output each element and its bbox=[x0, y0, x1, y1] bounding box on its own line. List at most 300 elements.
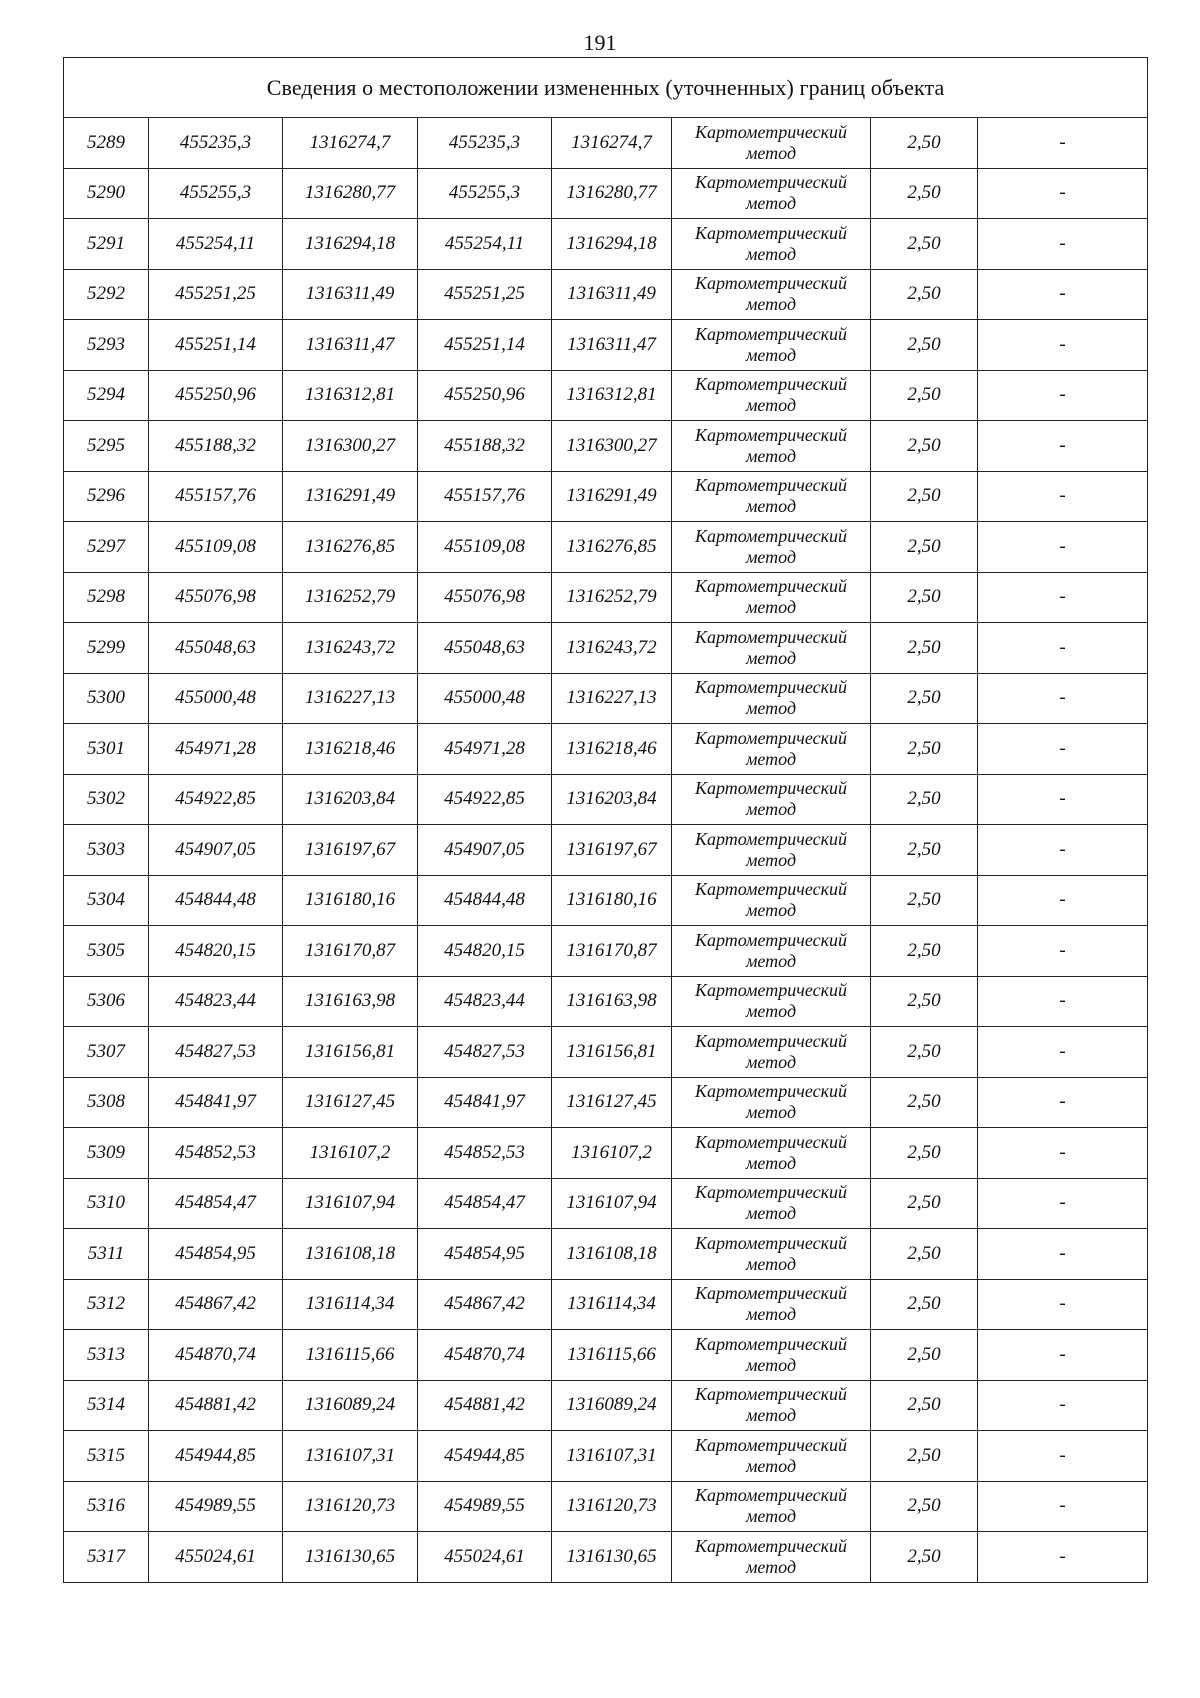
precision-cell: 2,50 bbox=[871, 1431, 978, 1482]
point-number-cell: 5305 bbox=[64, 926, 149, 977]
point-number-cell: 5306 bbox=[64, 976, 149, 1027]
y-new-cell: 1316107,2 bbox=[552, 1128, 672, 1179]
table-row bbox=[64, 219, 1148, 270]
y-new-cell: 1316294,18 bbox=[552, 219, 672, 270]
method-line-2: метод bbox=[745, 1102, 797, 1123]
method-cell bbox=[672, 1330, 871, 1381]
table-row bbox=[64, 1077, 1148, 1128]
y-old-cell: 1316252,79 bbox=[283, 572, 418, 623]
precision-cell: 2,50 bbox=[871, 421, 978, 472]
x-new-cell: 455157,76 bbox=[418, 471, 552, 522]
note-cell: - bbox=[978, 572, 1148, 623]
y-new-cell: 1316218,46 bbox=[552, 724, 672, 775]
method-cell bbox=[672, 875, 871, 926]
precision-cell: 2,50 bbox=[871, 1178, 978, 1229]
x-old-cell: 454841,97 bbox=[149, 1077, 283, 1128]
x-old-cell: 455048,63 bbox=[149, 623, 283, 674]
precision-cell: 2,50 bbox=[871, 1077, 978, 1128]
note-cell: - bbox=[978, 1178, 1148, 1229]
x-new-cell: 455250,96 bbox=[418, 370, 552, 421]
table-row bbox=[64, 1380, 1148, 1431]
precision-cell: 2,50 bbox=[871, 976, 978, 1027]
note-cell: - bbox=[978, 1431, 1148, 1482]
x-old-cell: 455235,3 bbox=[149, 118, 283, 169]
x-old-cell: 454881,42 bbox=[149, 1380, 283, 1431]
precision-cell: 2,50 bbox=[871, 168, 978, 219]
method-line-2: метод bbox=[745, 1051, 797, 1072]
y-new-cell: 1316300,27 bbox=[552, 421, 672, 472]
precision-cell: 2,50 bbox=[871, 219, 978, 270]
x-old-cell: 455251,14 bbox=[149, 320, 283, 371]
method-line-1: Картометрический bbox=[694, 626, 847, 647]
method-line-2: метод bbox=[745, 1506, 797, 1527]
point-number-cell: 5315 bbox=[64, 1431, 149, 1482]
method-line-1: Картометрический bbox=[694, 1081, 847, 1102]
precision-cell: 2,50 bbox=[871, 774, 978, 825]
note-cell: - bbox=[978, 1380, 1148, 1431]
x-new-cell: 454989,55 bbox=[418, 1481, 552, 1532]
x-old-cell: 454854,47 bbox=[149, 1178, 283, 1229]
method-line-2: метод bbox=[745, 243, 797, 264]
x-new-cell: 454854,47 bbox=[418, 1178, 552, 1229]
precision-cell: 2,50 bbox=[871, 1027, 978, 1078]
note-cell: - bbox=[978, 976, 1148, 1027]
x-old-cell: 454852,53 bbox=[149, 1128, 283, 1179]
method-line-1: Картометрический bbox=[694, 1535, 847, 1556]
method-cell bbox=[672, 926, 871, 977]
y-old-cell: 1316218,46 bbox=[283, 724, 418, 775]
x-old-cell: 454922,85 bbox=[149, 774, 283, 825]
y-new-cell: 1316252,79 bbox=[552, 572, 672, 623]
method-line-2: метод bbox=[745, 1304, 797, 1325]
method-cell bbox=[672, 724, 871, 775]
method-line-2: метод bbox=[745, 597, 797, 618]
table-row bbox=[64, 168, 1148, 219]
note-cell: - bbox=[978, 673, 1148, 724]
method-cell bbox=[672, 1532, 871, 1583]
point-number-cell: 5300 bbox=[64, 673, 149, 724]
table-row bbox=[64, 926, 1148, 977]
point-number-cell: 5299 bbox=[64, 623, 149, 674]
point-number-cell: 5293 bbox=[64, 320, 149, 371]
method-cell bbox=[672, 118, 871, 169]
x-new-cell: 455024,61 bbox=[418, 1532, 552, 1583]
x-old-cell: 455188,32 bbox=[149, 421, 283, 472]
y-old-cell: 1316170,87 bbox=[283, 926, 418, 977]
boundary-coordinates-table bbox=[63, 57, 1148, 1583]
point-number-cell: 5312 bbox=[64, 1279, 149, 1330]
y-new-cell: 1316180,16 bbox=[552, 875, 672, 926]
table-row bbox=[64, 269, 1148, 320]
y-old-cell: 1316203,84 bbox=[283, 774, 418, 825]
point-number-cell: 5313 bbox=[64, 1330, 149, 1381]
method-cell bbox=[672, 1229, 871, 1280]
table-row bbox=[64, 522, 1148, 573]
point-number-cell: 5310 bbox=[64, 1178, 149, 1229]
point-number-cell: 5290 bbox=[64, 168, 149, 219]
y-old-cell: 1316227,13 bbox=[283, 673, 418, 724]
x-new-cell: 454823,44 bbox=[418, 976, 552, 1027]
method-line-2: метод bbox=[745, 546, 797, 567]
point-number-cell: 5298 bbox=[64, 572, 149, 623]
note-cell: - bbox=[978, 926, 1148, 977]
method-line-2: метод bbox=[745, 1556, 797, 1577]
y-new-cell: 1316163,98 bbox=[552, 976, 672, 1027]
note-cell: - bbox=[978, 1532, 1148, 1583]
x-old-cell: 455251,25 bbox=[149, 269, 283, 320]
x-old-cell: 454827,53 bbox=[149, 1027, 283, 1078]
method-line-1: Картометрический bbox=[694, 1131, 847, 1152]
note-cell: - bbox=[978, 471, 1148, 522]
y-new-cell: 1316115,66 bbox=[552, 1330, 672, 1381]
method-line-1: Картометрический bbox=[694, 1384, 847, 1405]
x-new-cell: 454854,95 bbox=[418, 1229, 552, 1280]
y-new-cell: 1316197,67 bbox=[552, 825, 672, 876]
x-new-cell: 454867,42 bbox=[418, 1279, 552, 1330]
table-row bbox=[64, 471, 1148, 522]
method-line-2: метод bbox=[745, 799, 797, 820]
y-old-cell: 1316294,18 bbox=[283, 219, 418, 270]
point-number-cell: 5307 bbox=[64, 1027, 149, 1078]
x-old-cell: 454944,85 bbox=[149, 1431, 283, 1482]
method-line-2: метод bbox=[745, 1455, 797, 1476]
method-line-1: Картометрический bbox=[694, 273, 847, 294]
precision-cell: 2,50 bbox=[871, 370, 978, 421]
table-row bbox=[64, 1229, 1148, 1280]
x-old-cell: 455157,76 bbox=[149, 471, 283, 522]
point-number-cell: 5289 bbox=[64, 118, 149, 169]
method-line-1: Картометрический bbox=[694, 475, 847, 496]
note-cell: - bbox=[978, 1027, 1148, 1078]
method-cell bbox=[672, 1481, 871, 1532]
y-old-cell: 1316280,77 bbox=[283, 168, 418, 219]
table-row bbox=[64, 572, 1148, 623]
x-old-cell: 454823,44 bbox=[149, 976, 283, 1027]
y-new-cell: 1316170,87 bbox=[552, 926, 672, 977]
note-cell: - bbox=[978, 623, 1148, 674]
y-new-cell: 1316280,77 bbox=[552, 168, 672, 219]
note-cell: - bbox=[978, 875, 1148, 926]
note-cell: - bbox=[978, 219, 1148, 270]
x-new-cell: 454820,15 bbox=[418, 926, 552, 977]
method-line-1: Картометрический bbox=[694, 980, 847, 1001]
note-cell: - bbox=[978, 1077, 1148, 1128]
method-cell bbox=[672, 774, 871, 825]
method-line-2: метод bbox=[745, 496, 797, 517]
note-cell: - bbox=[978, 269, 1148, 320]
y-new-cell: 1316276,85 bbox=[552, 522, 672, 573]
method-line-2: метод bbox=[745, 142, 797, 163]
x-old-cell: 454907,05 bbox=[149, 825, 283, 876]
x-old-cell: 454870,74 bbox=[149, 1330, 283, 1381]
x-new-cell: 455000,48 bbox=[418, 673, 552, 724]
point-number-cell: 5314 bbox=[64, 1380, 149, 1431]
point-number-cell: 5309 bbox=[64, 1128, 149, 1179]
y-old-cell: 1316311,49 bbox=[283, 269, 418, 320]
precision-cell: 2,50 bbox=[871, 724, 978, 775]
method-line-1: Картометрический bbox=[694, 778, 847, 799]
method-cell bbox=[672, 219, 871, 270]
note-cell: - bbox=[978, 774, 1148, 825]
x-old-cell: 455254,11 bbox=[149, 219, 283, 270]
table-row bbox=[64, 976, 1148, 1027]
x-old-cell: 455109,08 bbox=[149, 522, 283, 573]
x-old-cell: 454867,42 bbox=[149, 1279, 283, 1330]
table-row bbox=[64, 774, 1148, 825]
note-cell: - bbox=[978, 168, 1148, 219]
page-number: 191 bbox=[583, 30, 617, 55]
y-old-cell: 1316107,31 bbox=[283, 1431, 418, 1482]
method-line-2: метод bbox=[745, 445, 797, 466]
x-new-cell: 455109,08 bbox=[418, 522, 552, 573]
method-cell bbox=[672, 1380, 871, 1431]
table-row bbox=[64, 320, 1148, 371]
note-cell: - bbox=[978, 825, 1148, 876]
y-old-cell: 1316163,98 bbox=[283, 976, 418, 1027]
method-cell bbox=[672, 168, 871, 219]
x-old-cell: 454854,95 bbox=[149, 1229, 283, 1280]
method-cell bbox=[672, 370, 871, 421]
note-cell: - bbox=[978, 1229, 1148, 1280]
method-line-2: метод bbox=[745, 1354, 797, 1375]
method-line-1: Картометрический bbox=[694, 424, 847, 445]
point-number-cell: 5292 bbox=[64, 269, 149, 320]
table-row bbox=[64, 724, 1148, 775]
method-cell bbox=[672, 1178, 871, 1229]
method-cell bbox=[672, 522, 871, 573]
note-cell: - bbox=[978, 118, 1148, 169]
precision-cell: 2,50 bbox=[871, 1128, 978, 1179]
y-old-cell: 1316130,65 bbox=[283, 1532, 418, 1583]
note-cell: - bbox=[978, 724, 1148, 775]
precision-cell: 2,50 bbox=[871, 320, 978, 371]
y-new-cell: 1316156,81 bbox=[552, 1027, 672, 1078]
x-new-cell: 454881,42 bbox=[418, 1380, 552, 1431]
precision-cell: 2,50 bbox=[871, 1481, 978, 1532]
precision-cell: 2,50 bbox=[871, 522, 978, 573]
method-line-1: Картометрический bbox=[694, 172, 847, 193]
y-new-cell: 1316120,73 bbox=[552, 1481, 672, 1532]
x-new-cell: 454922,85 bbox=[418, 774, 552, 825]
y-new-cell: 1316107,31 bbox=[552, 1431, 672, 1482]
y-old-cell: 1316300,27 bbox=[283, 421, 418, 472]
method-line-2: метод bbox=[745, 698, 797, 719]
note-cell: - bbox=[978, 1481, 1148, 1532]
y-old-cell: 1316107,2 bbox=[283, 1128, 418, 1179]
x-new-cell: 454827,53 bbox=[418, 1027, 552, 1078]
y-new-cell: 1316130,65 bbox=[552, 1532, 672, 1583]
y-new-cell: 1316114,34 bbox=[552, 1279, 672, 1330]
x-new-cell: 455251,25 bbox=[418, 269, 552, 320]
x-old-cell: 455250,96 bbox=[149, 370, 283, 421]
x-new-cell: 454852,53 bbox=[418, 1128, 552, 1179]
x-new-cell: 455255,3 bbox=[418, 168, 552, 219]
y-new-cell: 1316291,49 bbox=[552, 471, 672, 522]
method-line-2: метод bbox=[745, 849, 797, 870]
y-new-cell: 1316089,24 bbox=[552, 1380, 672, 1431]
y-old-cell: 1316089,24 bbox=[283, 1380, 418, 1431]
note-cell: - bbox=[978, 421, 1148, 472]
y-new-cell: 1316312,81 bbox=[552, 370, 672, 421]
note-cell: - bbox=[978, 1279, 1148, 1330]
point-number-cell: 5295 bbox=[64, 421, 149, 472]
point-number-cell: 5303 bbox=[64, 825, 149, 876]
method-cell bbox=[672, 1431, 871, 1482]
precision-cell: 2,50 bbox=[871, 269, 978, 320]
method-cell bbox=[672, 623, 871, 674]
y-new-cell: 1316108,18 bbox=[552, 1229, 672, 1280]
point-number-cell: 5311 bbox=[64, 1229, 149, 1280]
x-old-cell: 454989,55 bbox=[149, 1481, 283, 1532]
method-line-2: метод bbox=[745, 344, 797, 365]
y-new-cell: 1316311,49 bbox=[552, 269, 672, 320]
y-old-cell: 1316108,18 bbox=[283, 1229, 418, 1280]
precision-cell: 2,50 bbox=[871, 1229, 978, 1280]
note-cell: - bbox=[978, 1330, 1148, 1381]
y-old-cell: 1316156,81 bbox=[283, 1027, 418, 1078]
table-row bbox=[64, 118, 1148, 169]
point-number-cell: 5302 bbox=[64, 774, 149, 825]
point-number-cell: 5291 bbox=[64, 219, 149, 270]
note-cell: - bbox=[978, 1128, 1148, 1179]
method-line-1: Картометрический bbox=[694, 828, 847, 849]
method-line-2: метод bbox=[745, 647, 797, 668]
y-new-cell: 1316243,72 bbox=[552, 623, 672, 674]
table-row bbox=[64, 1027, 1148, 1078]
table-row bbox=[64, 1178, 1148, 1229]
y-old-cell: 1316127,45 bbox=[283, 1077, 418, 1128]
table-row bbox=[64, 673, 1148, 724]
method-cell bbox=[672, 1027, 871, 1078]
method-line-1: Картометрический bbox=[694, 677, 847, 698]
precision-cell: 2,50 bbox=[871, 1330, 978, 1381]
y-new-cell: 1316311,47 bbox=[552, 320, 672, 371]
method-line-1: Картометрический bbox=[694, 1232, 847, 1253]
method-line-1: Картометрический bbox=[694, 929, 847, 950]
method-line-1: Картометрический bbox=[694, 323, 847, 344]
y-old-cell: 1316312,81 bbox=[283, 370, 418, 421]
method-line-2: метод bbox=[745, 1405, 797, 1426]
method-line-2: метод bbox=[745, 395, 797, 416]
x-new-cell: 454841,97 bbox=[418, 1077, 552, 1128]
table-title: Сведения о местоположении измененных (уточненных) границ объекта bbox=[64, 58, 1148, 118]
y-old-cell: 1316243,72 bbox=[283, 623, 418, 674]
table-row bbox=[64, 1431, 1148, 1482]
method-line-2: метод bbox=[745, 748, 797, 769]
method-line-1: Картометрический bbox=[694, 879, 847, 900]
method-cell bbox=[672, 421, 871, 472]
x-new-cell: 454907,05 bbox=[418, 825, 552, 876]
precision-cell: 2,50 bbox=[871, 1532, 978, 1583]
method-line-1: Картометрический bbox=[694, 1434, 847, 1455]
table-row bbox=[64, 1279, 1148, 1330]
precision-cell: 2,50 bbox=[871, 825, 978, 876]
method-cell bbox=[672, 320, 871, 371]
method-line-1: Картометрический bbox=[694, 727, 847, 748]
method-cell bbox=[672, 976, 871, 1027]
x-new-cell: 454944,85 bbox=[418, 1431, 552, 1482]
y-old-cell: 1316291,49 bbox=[283, 471, 418, 522]
y-old-cell: 1316311,47 bbox=[283, 320, 418, 371]
table-row bbox=[64, 623, 1148, 674]
x-old-cell: 455076,98 bbox=[149, 572, 283, 623]
method-line-1: Картометрический bbox=[694, 1182, 847, 1203]
method-line-1: Картометрический bbox=[694, 525, 847, 546]
y-new-cell: 1316127,45 bbox=[552, 1077, 672, 1128]
y-old-cell: 1316120,73 bbox=[283, 1481, 418, 1532]
y-old-cell: 1316274,7 bbox=[283, 118, 418, 169]
x-old-cell: 455000,48 bbox=[149, 673, 283, 724]
method-cell bbox=[672, 1077, 871, 1128]
table-row bbox=[64, 370, 1148, 421]
y-new-cell: 1316203,84 bbox=[552, 774, 672, 825]
method-line-2: метод bbox=[745, 1152, 797, 1173]
y-new-cell: 1316227,13 bbox=[552, 673, 672, 724]
precision-cell: 2,50 bbox=[871, 926, 978, 977]
method-cell bbox=[672, 269, 871, 320]
x-new-cell: 455235,3 bbox=[418, 118, 552, 169]
point-number-cell: 5317 bbox=[64, 1532, 149, 1583]
method-cell bbox=[672, 471, 871, 522]
y-old-cell: 1316115,66 bbox=[283, 1330, 418, 1381]
point-number-cell: 5304 bbox=[64, 875, 149, 926]
x-old-cell: 455255,3 bbox=[149, 168, 283, 219]
y-old-cell: 1316114,34 bbox=[283, 1279, 418, 1330]
point-number-cell: 5308 bbox=[64, 1077, 149, 1128]
x-old-cell: 454844,48 bbox=[149, 875, 283, 926]
method-line-1: Картометрический bbox=[694, 374, 847, 395]
method-line-1: Картометрический bbox=[694, 1283, 847, 1304]
table-row bbox=[64, 1481, 1148, 1532]
method-line-2: метод bbox=[745, 950, 797, 971]
precision-cell: 2,50 bbox=[871, 875, 978, 926]
table-row bbox=[64, 1532, 1148, 1583]
x-new-cell: 454971,28 bbox=[418, 724, 552, 775]
y-old-cell: 1316197,67 bbox=[283, 825, 418, 876]
method-line-1: Картометрический bbox=[694, 121, 847, 142]
x-new-cell: 455076,98 bbox=[418, 572, 552, 623]
method-line-2: метод bbox=[745, 294, 797, 315]
note-cell: - bbox=[978, 370, 1148, 421]
method-cell bbox=[672, 825, 871, 876]
point-number-cell: 5296 bbox=[64, 471, 149, 522]
point-number-cell: 5297 bbox=[64, 522, 149, 573]
point-number-cell: 5301 bbox=[64, 724, 149, 775]
boundary-table-sheet bbox=[63, 57, 1148, 1583]
method-line-2: метод bbox=[745, 193, 797, 214]
x-new-cell: 455188,32 bbox=[418, 421, 552, 472]
method-cell bbox=[672, 572, 871, 623]
point-number-cell: 5294 bbox=[64, 370, 149, 421]
y-new-cell: 1316107,94 bbox=[552, 1178, 672, 1229]
method-cell bbox=[672, 1128, 871, 1179]
point-number-cell: 5316 bbox=[64, 1481, 149, 1532]
y-old-cell: 1316180,16 bbox=[283, 875, 418, 926]
method-line-1: Картометрический bbox=[694, 576, 847, 597]
y-old-cell: 1316107,94 bbox=[283, 1178, 418, 1229]
method-cell bbox=[672, 673, 871, 724]
y-old-cell: 1316276,85 bbox=[283, 522, 418, 573]
precision-cell: 2,50 bbox=[871, 1380, 978, 1431]
method-line-2: метод bbox=[745, 1203, 797, 1224]
x-old-cell: 454820,15 bbox=[149, 926, 283, 977]
precision-cell: 2,50 bbox=[871, 572, 978, 623]
method-line-1: Картометрический bbox=[694, 1333, 847, 1354]
precision-cell: 2,50 bbox=[871, 1279, 978, 1330]
x-new-cell: 455254,11 bbox=[418, 219, 552, 270]
y-new-cell: 1316274,7 bbox=[552, 118, 672, 169]
method-line-2: метод bbox=[745, 1253, 797, 1274]
